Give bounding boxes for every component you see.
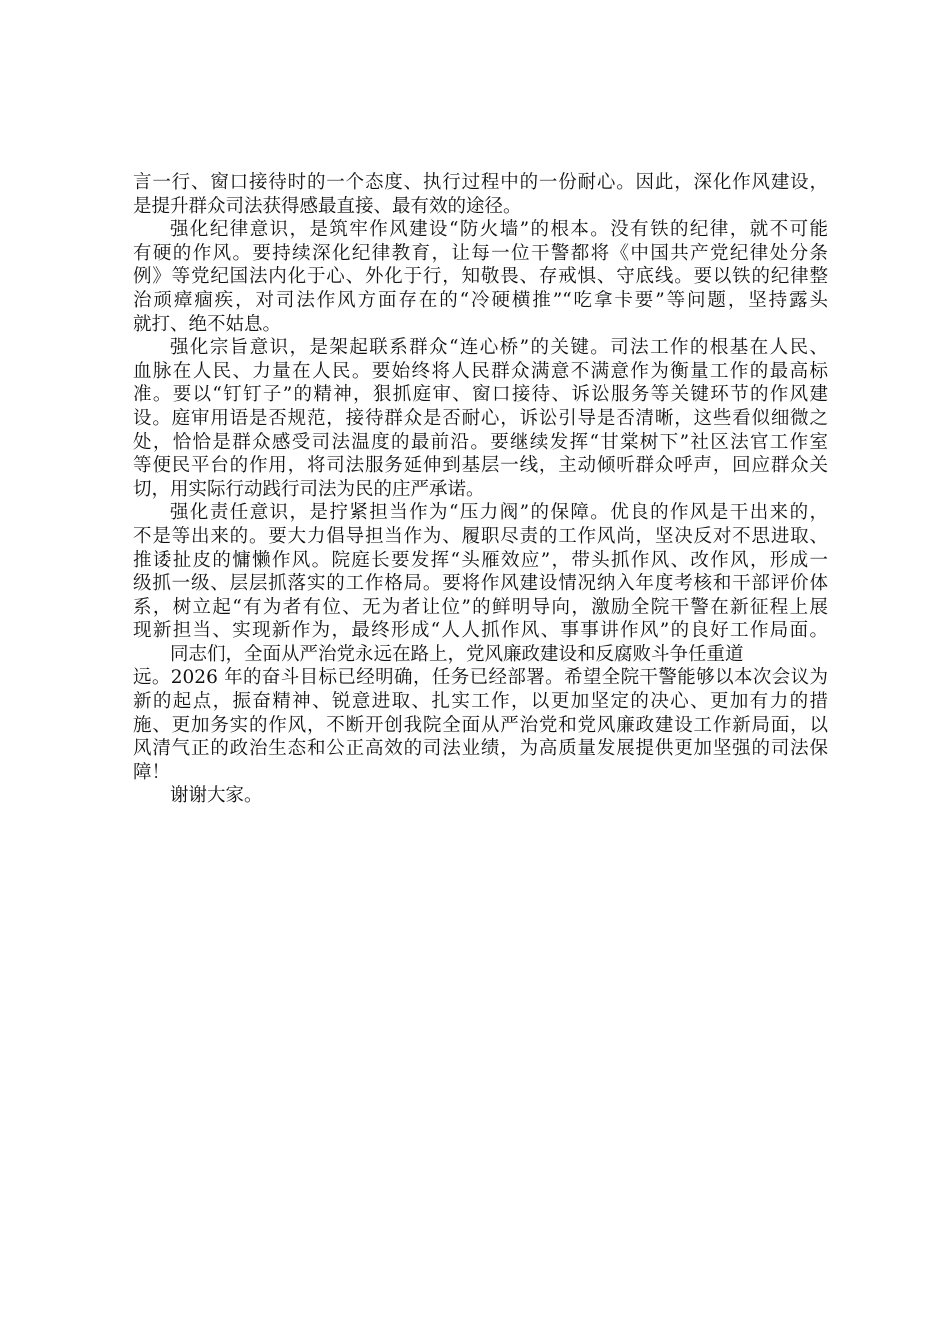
text-line: 就打、绝不姑息。 (133, 313, 282, 335)
text-line: 有硬的作风。要持续深化纪律教育，让每一位干警都将《中国共产党纪律处分条 (133, 242, 828, 264)
paragraph-first-line: 强化宗旨意识，是架起联系群众“连心桥”的关键。司法工作的根基在人民、 (170, 337, 828, 359)
document-body (133, 171, 828, 808)
text-line: 准。要以“钉钉子”的精神，狠抓庭审、窗口接待、诉讼服务等关键环节的作风建 (133, 384, 828, 406)
paragraph-first-line: 强化纪律意识，是筑牢作风建设“防火墙”的根本。没有铁的纪律，就不可能 (170, 219, 828, 241)
text-line: 处，恰恰是群众感受司法温度的最前沿。要继续发挥“甘棠树下”社区法官工作室 (133, 431, 828, 453)
text-line: 施、更加务实的作风，不断开创我院全面从严治党和党风廉政建设工作新局面，以 (133, 714, 828, 736)
text-line: 级抓一级、层层抓落实的工作格局。要将作风建设情况纳入年度考核和干部评价体 (133, 573, 828, 595)
text-line: 切，用实际行动践行司法为民的庄严承诺。 (133, 478, 485, 500)
text-line: 设。庭审用语是否规范，接待群众是否耐心，诉讼引导是否清晰，这些看似细微之 (133, 407, 828, 429)
text-line: 风清气正的政治生态和公正高效的司法业绩，为高质量发展提供更加坚强的司法保 (133, 738, 828, 760)
text-line: 推诿扯皮的慵懒作风。院庭长要发挥“头雁效应”，带头抓作风、改作风，形成一 (133, 549, 828, 571)
text-line: 不是等出来的。要大力倡导担当作为、履职尽责的工作风尚，坚决反对不思进取、 (133, 525, 828, 547)
text-line: 是提升群众司法获得感最直接、最有效的途径。 (133, 195, 522, 217)
text-line: 系，树立起“有为者有位、无为者让位”的鲜明导向，激励全院干警在新征程上展 (133, 596, 828, 618)
text-line: 障！ (133, 761, 171, 783)
text-line: 血脉在人民、力量在人民。要始终将人民群众满意不满意作为衡量工作的最高标 (133, 360, 828, 382)
text-line: 等便民平台的作用，将司法服务延伸到基层一线，主动倾听群众呼声，回应群众关 (133, 455, 828, 477)
text-line: 例》等党纪国法内化于心、外化于行，知敬畏、存戒惧、守底线。要以铁的纪律整 (133, 266, 828, 288)
paragraph-first-line: 强化责任意识，是拧紧担当作为“压力阀”的保障。优良的作风是干出来的， (170, 502, 828, 524)
text-line: 远。2026 年的奋斗目标已经明确，任务已经部署。希望全院干警能够以本次会议为 (133, 667, 828, 689)
text-line: 现新担当、实现新作为，最终形成“人人抓作风、事事讲作风”的良好工作局面。 (133, 620, 828, 642)
text-line: 治顽瘴痼疾，对司法作风方面存在的“冷硬横推”“吃拿卡要”等问题，坚持露头 (133, 289, 828, 311)
text-line: 言一行、窗口接待时的一个态度、执行过程中的一份耐心。因此，深化作风建设， (133, 172, 828, 193)
text-line: 新的起点，振奋精神、锐意进取、扎实工作，以更加坚定的决心、更加有力的措 (133, 691, 828, 713)
paragraph-first-line: 同志们，全面从严治党永远在路上，党风廉政建设和反腐败斗争任重道 (170, 643, 744, 665)
paragraph-first-line: 谢谢大家。 (170, 785, 263, 807)
